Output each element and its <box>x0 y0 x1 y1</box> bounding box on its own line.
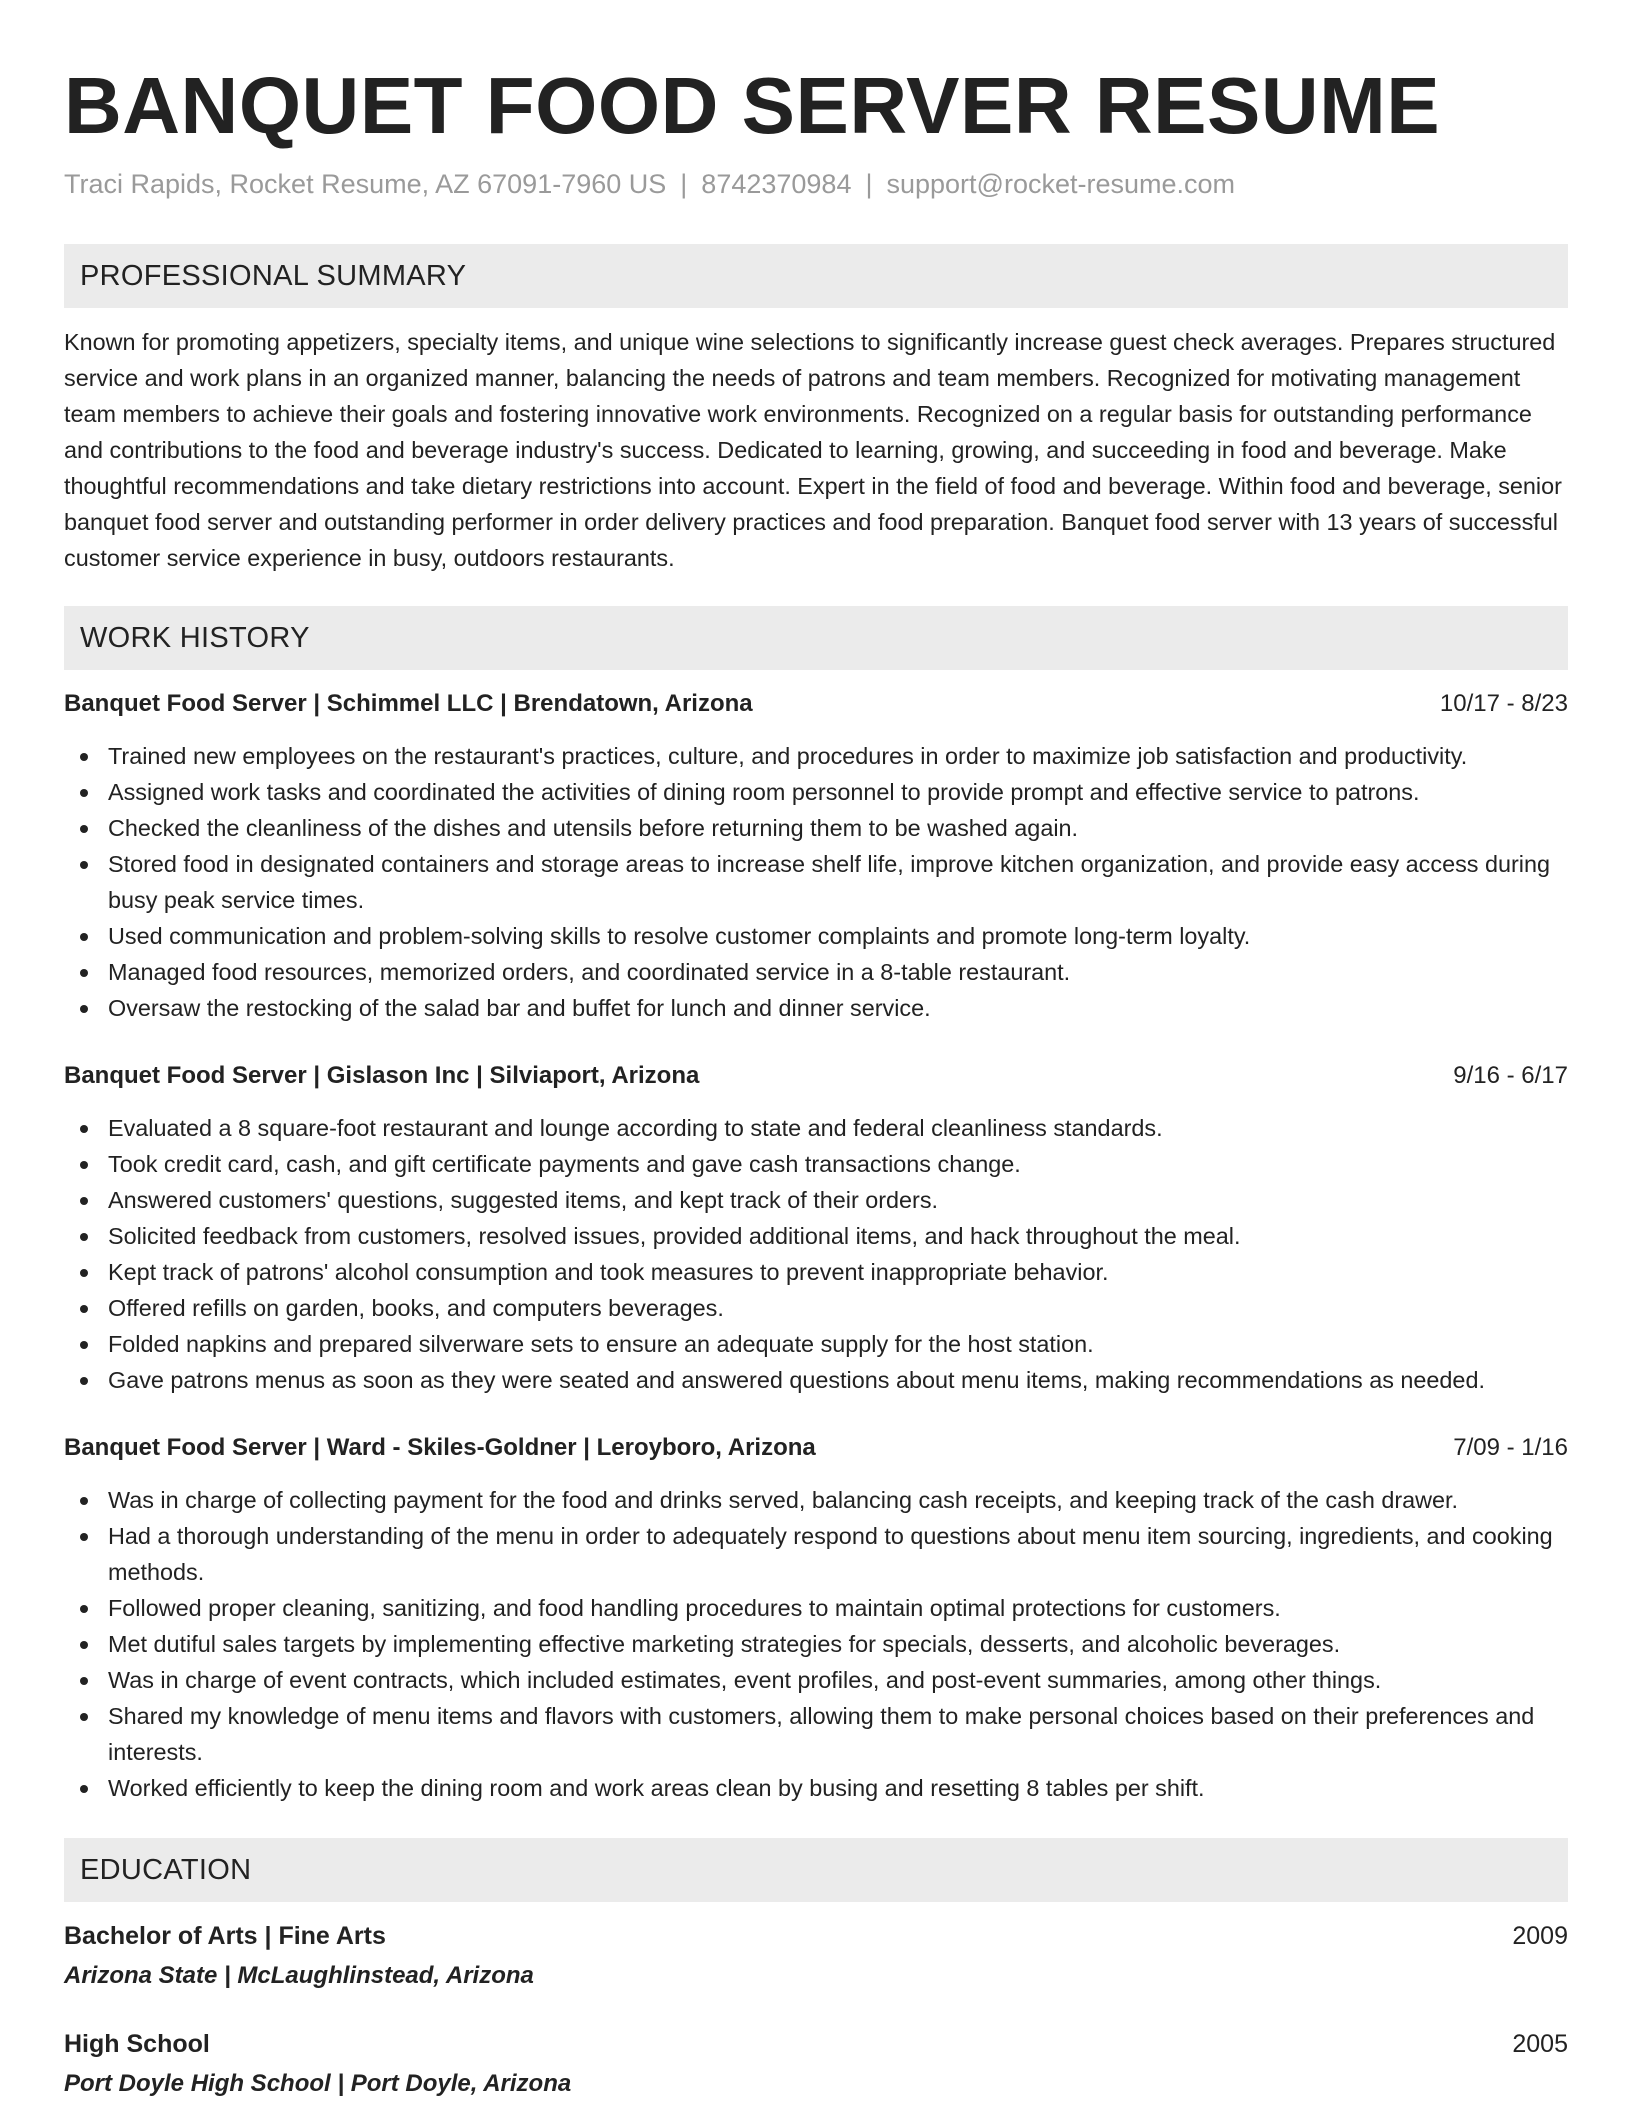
job-entry <box>64 686 1568 1026</box>
contact-separator: | <box>680 169 688 199</box>
job-bullet-list <box>64 1110 1568 1398</box>
education-degree: High School <box>64 2030 210 2058</box>
bullet-icon <box>80 1785 88 1793</box>
job-bullet: Stored food in designated containers and storage areas to increase shelf life, improve kitchen organization, and provide easy access during busy peak service times. <box>64 846 1568 918</box>
education-header <box>64 1916 1568 1956</box>
job-bullet: Checked the cleanliness of the dishes and utensils before returning them to be washed again. <box>64 810 1568 846</box>
summary-text: Known for promoting appetizers, specialty items, and unique wine selections to significantly increase guest check averages. Prepares structured service and work plans in an organized manner, balancing the needs of patrons and team members. Recognized for motivating management team members to achieve their goals and fostering innovative work environments. Recognized on a regular basis for outstanding performance and contributions to the food and beverage industry's success. Dedicated to learning, growing, and succeeding in food and beverage. Make thoughtful recommendations and take dietary restrictions into account. Expert in the field of food and beverage. Within food and beverage, senior banquet food server and outstanding performer in order delivery practices and food preparation. Banquet food server with 13 years of successful customer service experience in busy, outdoors restaurants. <box>64 329 1562 571</box>
resume-page <box>64 50 1568 2104</box>
job-bullet: Met dutiful sales targets by implementing effective marketing strategies for specials, desserts, and alcoholic beverages. <box>64 1626 1568 1662</box>
bullet-icon <box>80 1605 88 1613</box>
job-title: Banquet Food Server | Ward - Skiles-Goldner | Leroyboro, Arizona <box>64 1434 816 1461</box>
bullet-icon <box>80 753 88 761</box>
bullet-icon <box>80 1197 88 1205</box>
job-bullet: Trained new employees on the restaurant's practices, culture, and procedures in order to maximize job satisfaction and productivity. <box>64 738 1568 774</box>
education-entry <box>64 2024 1568 2104</box>
job-bullet-list <box>64 738 1568 1026</box>
job-bullet: Kept track of patrons' alcohol consumption and took measures to prevent inappropriate behavior. <box>64 1254 1568 1290</box>
education-entry <box>64 1916 1568 1996</box>
bullet-icon <box>80 969 88 977</box>
education-year: 2005 <box>1512 2030 1568 2058</box>
job-bullet: Gave patrons menus as soon as they were seated and answered questions about menu items, making recommendations as needed. <box>64 1362 1568 1398</box>
job-bullet: Followed proper cleaning, sanitizing, and food handling procedures to maintain optimal protections for customers. <box>64 1590 1568 1626</box>
summary-heading: PROFESSIONAL SUMMARY <box>64 244 1568 308</box>
education-school: Arizona State | McLaughlinstead, Arizona <box>64 1962 534 1989</box>
contact-address: Traci Rapids, Rocket Resume, AZ 67091-7960 US <box>64 169 667 199</box>
job-bullet: Had a thorough understanding of the menu in order to adequately respond to questions about menu item sourcing, ingredients, and cooking methods. <box>64 1518 1568 1590</box>
job-bullet: Assigned work tasks and coordinated the activities of dining room personnel to provide prompt and effective service to patrons. <box>64 774 1568 810</box>
bullet-icon <box>80 1305 88 1313</box>
contact-separator: | <box>865 169 873 199</box>
job-bullet: Solicited feedback from customers, resolved issues, provided additional items, and hack throughout the meal. <box>64 1218 1568 1254</box>
job-header <box>64 1058 1568 1094</box>
bullet-icon <box>80 1641 88 1649</box>
education-school: Port Doyle High School | Port Doyle, Arizona <box>64 2070 572 2097</box>
job-header <box>64 686 1568 722</box>
resume-title: BANQUET FOOD SERVER RESUME <box>64 61 1441 150</box>
job-bullet: Used communication and problem-solving skills to resolve customer complaints and promote long-term loyalty. <box>64 918 1568 954</box>
job-title: Banquet Food Server | Gislason Inc | Silviaport, Arizona <box>64 1062 700 1089</box>
job-bullet: Evaluated a 8 square-foot restaurant and lounge according to state and federal cleanliness standards. <box>64 1110 1568 1146</box>
bullet-icon <box>80 1497 88 1505</box>
bullet-icon <box>80 1269 88 1277</box>
contact-phone: 8742370984 <box>701 169 852 199</box>
education-header <box>64 2024 1568 2064</box>
job-bullet: Took credit card, cash, and gift certificate payments and gave cash transactions change. <box>64 1146 1568 1182</box>
bullet-icon <box>80 1341 88 1349</box>
bullet-icon <box>80 933 88 941</box>
job-bullet: Answered customers' questions, suggested items, and kept track of their orders. <box>64 1182 1568 1218</box>
job-title: Banquet Food Server | Schimmel LLC | Brendatown, Arizona <box>64 690 753 717</box>
job-bullet: Was in charge of collecting payment for the food and drinks served, balancing cash receipts, and keeping track of the cash drawer. <box>64 1482 1568 1518</box>
job-dates: 7/09 - 1/16 <box>1453 1434 1568 1461</box>
bullet-icon <box>80 1377 88 1385</box>
bullet-icon <box>80 825 88 833</box>
contact-email: support@rocket-resume.com <box>886 169 1236 199</box>
job-bullet: Offered refills on garden, books, and computers beverages. <box>64 1290 1568 1326</box>
bullet-icon <box>80 1533 88 1541</box>
job-entry <box>64 1430 1568 1806</box>
job-bullet: Was in charge of event contracts, which included estimates, event profiles, and post-event summaries, among other things. <box>64 1662 1568 1698</box>
job-dates: 9/16 - 6/17 <box>1453 1062 1568 1089</box>
education-heading: EDUCATION <box>64 1838 1568 1902</box>
job-bullet: Shared my knowledge of menu items and flavors with customers, allowing them to make personal choices based on their preferences and interests. <box>64 1698 1568 1770</box>
job-bullet: Managed food resources, memorized orders, and coordinated service in a 8-table restaurant. <box>64 954 1568 990</box>
education-year: 2009 <box>1512 1922 1568 1950</box>
job-bullet-list <box>64 1482 1568 1806</box>
bullet-icon <box>80 861 88 869</box>
job-bullet: Oversaw the restocking of the salad bar and buffet for lunch and dinner service. <box>64 990 1568 1026</box>
bullet-icon <box>80 1125 88 1133</box>
bullet-icon <box>80 1233 88 1241</box>
job-entry <box>64 1058 1568 1398</box>
bullet-icon <box>80 1713 88 1721</box>
job-bullet: Folded napkins and prepared silverware sets to ensure an adequate supply for the host station. <box>64 1326 1568 1362</box>
bullet-icon <box>80 1161 88 1169</box>
bullet-icon <box>80 1005 88 1013</box>
job-bullet: Worked efficiently to keep the dining room and work areas clean by busing and resetting 8 tables per shift. <box>64 1770 1568 1806</box>
education-degree: Bachelor of Arts | Fine Arts <box>64 1922 386 1950</box>
bullet-icon <box>80 789 88 797</box>
bullet-icon <box>80 1677 88 1685</box>
contact-line <box>64 164 1568 204</box>
job-dates: 10/17 - 8/23 <box>1439 690 1568 717</box>
job-header <box>64 1430 1568 1466</box>
work-history-heading: WORK HISTORY <box>64 606 1568 670</box>
